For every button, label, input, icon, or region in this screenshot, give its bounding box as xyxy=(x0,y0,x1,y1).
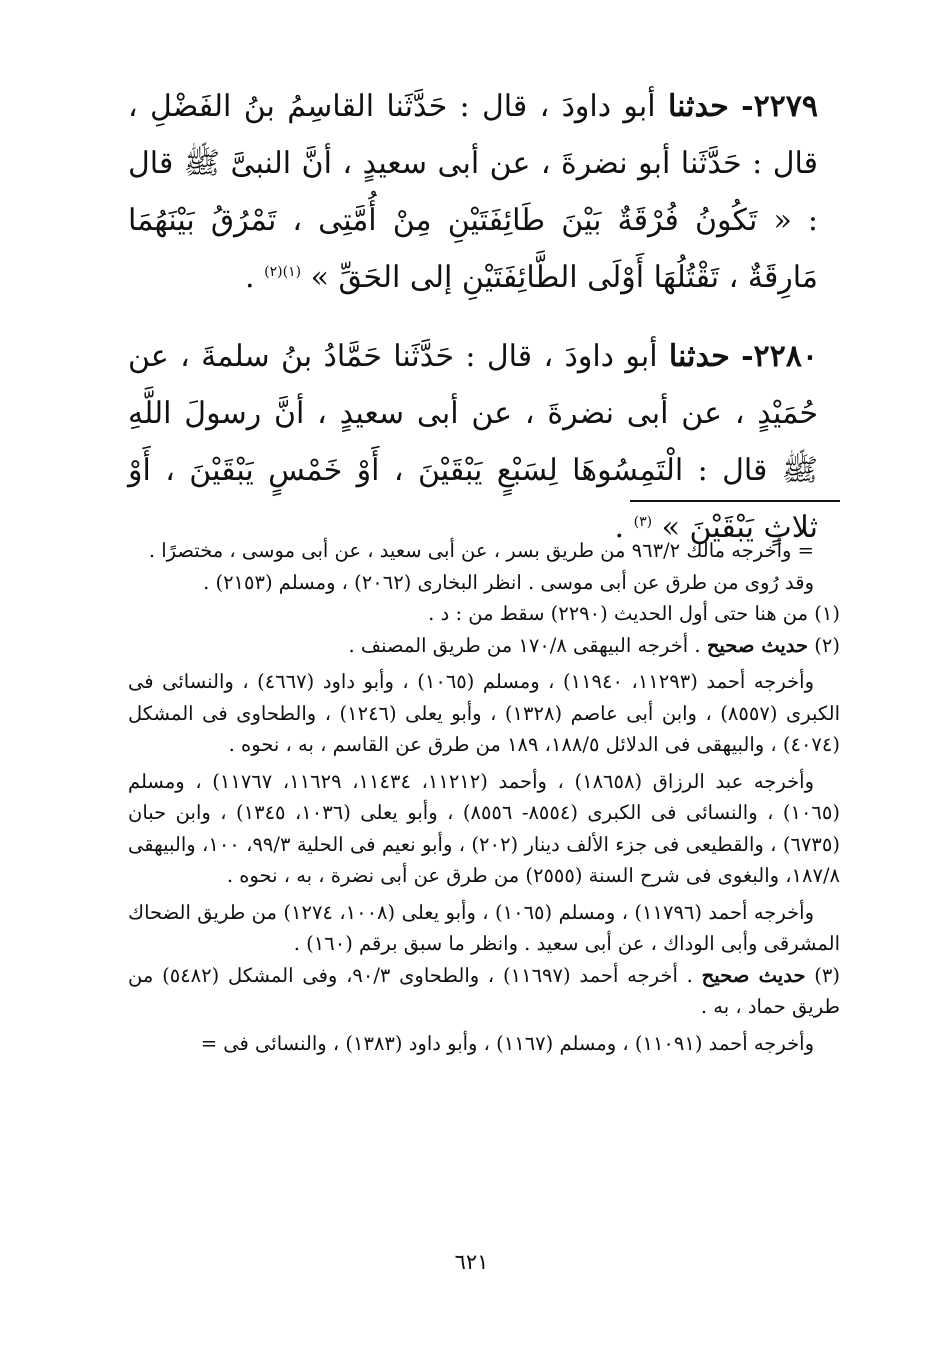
page-number: ٦٢١ xyxy=(454,1250,489,1274)
footnote-marker: (٣) xyxy=(805,963,840,987)
footnote-3 xyxy=(128,960,840,1023)
footnote-paragraph: وأخرجه عبد الرزاق (١٨٦٥٨) ، وأحمد (١١٢١٢، ١١٤٣٤، ١١٦٢٩، ١١٧٦٧) ، ومسلم (١٠٦٥) ، والنسائى فى الكبرى (٨٥٥٤- ٨٥٥٦) ، وأبو يعلى (١٠٣٦، ١٣٤٥) ، وابن حبان (٦٧٣٥) ، والقطيعى فى جزء الألف دينار (٢٠٢) ، وأبو نعيم فى الحلية ٩٩/٣، ١٠٠، والبيهقى ١٨٧/٨، والبغوى فى شرح السنة (٢٥٥٥) من طرق عن أبى نضرة ، به ، نحوه . xyxy=(128,769,840,887)
footnote-continuation: وقد رُوى من طرق عن أبى موسى . انظر البخارى (٢٠٦٢) ، ومسلم (٢١٥٣) . xyxy=(203,570,814,594)
hadith-2279 xyxy=(128,78,818,306)
hadith-text-block xyxy=(128,78,818,578)
footnote-grade: حديث صحيح xyxy=(701,963,806,987)
hadith-body: أبو داودَ ، قال : حَدَّثَنا القاسِمُ بنُ الفَضْلِ ، قال : حَدَّثَنا أبو نضرةَ ، عن أبى سعيدٍ ، أنَّ النبىَّ ﷺ قال : « تَكُونُ فُرْقَةٌ بَيْنَ طَائِفَتَيْنِ مِنْ أُمَّتِى ، تَمْرُقُ بَيْنَهُمَا مَارِقَةٌ ، تَقْتُلُهَا أَوْلَى الطَّائِفَتَيْنِ إلى الحَقِّ » xyxy=(128,89,818,295)
hadith-lead-word: حدثنا xyxy=(667,89,729,124)
footnote-text: . أخرجه أحمد (١١٦٩٧) ، والطحاوى ٩٠/٣، وفى المشكل (٥٤٨٢) من طريق حماد ، به . xyxy=(128,963,840,1018)
hadith-end-mark: . xyxy=(614,510,625,545)
footnote-grade: حديث صحيح xyxy=(706,633,809,657)
footnotes-block xyxy=(128,535,840,1059)
footnote-ref: (٣) xyxy=(633,514,653,530)
footnote-paragraph: وأخرجه أحمد (١١٢٩٣، ١١٩٤٠) ، ومسلم (١٠٦٥) ، وأبو داود (٤٦٦٧) ، والنسائى فى الكبرى (٨٥٥٧) ، وابن أبى عاصم (١٣٢٨) ، وأبو يعلى (١٢٤٦) ، والطحاوى فى المشكل (٤٠٧٤) ، والبيهقى فى الدلائل ١٨٨/٥، ١٨٩ من طرق عن القاسم ، به ، نحوه . xyxy=(128,670,840,756)
footnote-paragraph: وأخرجه أحمد (١١٧٩٦) ، ومسلم (١٠٦٥) ، وأبو يعلى (١٠٠٨، ١٢٧٤) من طريق الضحاك المشرقى وأبى الوداك ، عن أبى سعيد . وانظر ما سبق برقم (١٦٠) . xyxy=(128,900,840,955)
footnote-marker: (٢) xyxy=(808,633,840,657)
footnote-1: (١) من هنا حتى أول الحديث (٢٢٩٠) سقط من : د . xyxy=(428,602,840,625)
footnote-continuation: = وأخرجه مالك ٩٦٣/٢ من طريق بسر ، عن أبى سعيد ، عن أبى موسى ، مختصرًا . xyxy=(148,539,814,562)
hadith-number: ٢٢٧٩- xyxy=(741,89,819,124)
footnote-paragraph: وأخرجه أحمد (١١٠٩١) ، ومسلم (١١٦٧) ، وأبو داود (١٣٨٣) ، والنسائى فى = xyxy=(200,1031,814,1055)
footnote-divider xyxy=(630,500,840,502)
hadith-2280 xyxy=(128,328,818,556)
footnote-2 xyxy=(128,630,840,662)
footnote-text: . أخرجه البيهقى ١٧٠/٨ من طريق المصنف . xyxy=(348,633,707,657)
hadith-lead-word: حدثنا xyxy=(668,339,730,374)
hadith-body: أبو داودَ ، قال : حَدَّثَنا حَمَّادُ بنُ سلمةَ ، عن حُمَيْدٍ ، عن أبى نضرةَ ، عن أبى سعيدٍ ، أنَّ رسولَ اللَّهِ ﷺ قال : الْتَمِسُوهَا لِسَبْعٍ يَبْقَيْنَ ، أَوْ خَمْسٍ يَبْقَيْنَ ، أَوْ ثلاثٍ يَبْقَيْنَ » xyxy=(128,339,818,545)
footnote-ref: (١)(٢) xyxy=(264,264,302,280)
hadith-end-mark: . xyxy=(245,260,255,295)
hadith-number: ٢٢٨٠- xyxy=(741,339,818,374)
